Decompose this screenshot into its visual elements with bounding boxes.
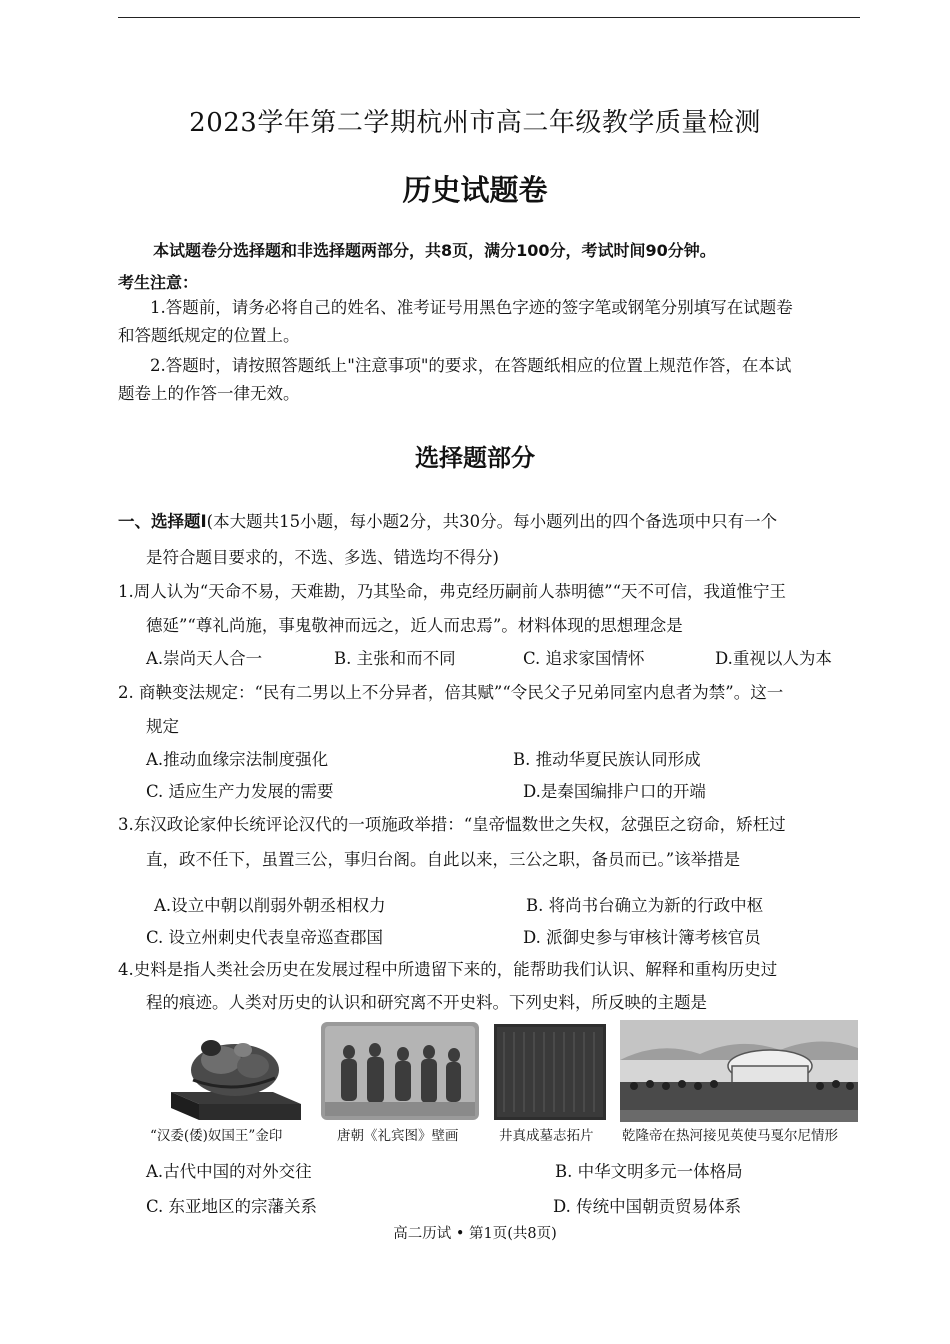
paper-title: 历史试题卷	[402, 173, 548, 207]
tang-mural-image	[321, 1022, 479, 1120]
q1-option-b: B. 主张和而不同	[334, 649, 456, 668]
q4-line-2: 程的痕迹。人类对历史的认识和研究离不开史料。下列史料，所反映的主题是	[146, 993, 707, 1012]
q3-option-b: B. 将尚书台确立为新的行政中枢	[526, 896, 764, 915]
q4-option-a: A.古代中国的对外交往	[146, 1162, 312, 1181]
q1-option-d: D.重视以人为本	[715, 649, 832, 668]
gold-seal-image	[163, 1020, 308, 1123]
caption-gold-seal: “汉委(倭)奴国王”金印	[150, 1128, 283, 1144]
q4-option-c: C. 东亚地区的宗藩关系	[146, 1197, 318, 1216]
q3-option-a: A.设立中朝以削弱外朝丞相权力	[154, 896, 386, 915]
q1-option-c: C. 追求家国情怀	[523, 649, 645, 668]
top-rule	[118, 17, 860, 18]
part-label: 一、选择题Ⅰ	[118, 512, 207, 531]
section-title: 选择题部分	[415, 444, 535, 472]
notice-item-2-line-1: 2.答题时，请按照答题纸上"注意事项"的要求，在答题纸相应的位置上规范作答，在本试	[150, 356, 792, 375]
q1-option-a: A.崇尚天人合一	[146, 649, 263, 668]
q1-line-1: 1.周人认为“天命不易，天难勘，乃其坠命，弗克经历嗣前人恭明德”“天不可信，我道惟宁王	[118, 582, 787, 601]
part-description-2: 是符合题目要求的，不选、多选、错选均不得分)	[146, 548, 499, 567]
notice-item-2-line-2: 题卷上的作答一律无效。	[118, 384, 300, 403]
notice-heading: 考生注意：	[118, 273, 199, 292]
q3-option-d: D. 派御史参与审核计簿考核官员	[523, 928, 761, 947]
part-description: (本大题共15小题，每小题2分，共30分。每小题列出的四个备选项中只有一个	[206, 512, 778, 531]
q2-line-1: 2. 商鞅变法规定：“民有二男以上不分异者，倍其赋”“令民父子兄弟同室内息者为禁”。这一	[118, 683, 784, 702]
q3-line-1: 3.东汉政论家仲长统评论汉代的一项施政举措：“皇帝愠数世之失权，忿强臣之窃命，矫枉过	[118, 815, 786, 834]
qianlong-macartney-image	[620, 1020, 858, 1122]
part-header	[118, 508, 777, 532]
q3-option-c: C. 设立州刺史代表皇帝巡查郡国	[146, 928, 384, 947]
q4-option-b: B. 中华文明多元一体格局	[555, 1162, 743, 1181]
exam-title: 2023学年第二学期杭州市高二年级教学质量检测	[189, 108, 761, 138]
q2-line-2: 规定	[146, 717, 179, 736]
notice-item-1-line-2: 和答题纸规定的位置上。	[118, 326, 300, 345]
q2-option-d: D.是秦国编排户口的开端	[523, 782, 706, 801]
caption-qianlong: 乾隆帝在热河接见英使马戛尔尼情形	[622, 1128, 838, 1144]
caption-tang-mural: 唐朝《礼宾图》壁画	[337, 1128, 459, 1144]
epitaph-rubbing-image	[494, 1024, 606, 1120]
q4-option-d: D. 传统中国朝贡贸易体系	[553, 1197, 742, 1216]
q2-option-c: C. 适应生产力发展的需要	[146, 782, 334, 801]
page-footer: 高二历试 • 第1页(共8页)	[393, 1226, 557, 1242]
intro-text: 本试题卷分选择题和非选择题两部分，共8页，满分100分，考试时间90分钟。	[153, 241, 716, 260]
q2-option-a: A.推动血缘宗法制度强化	[146, 750, 329, 769]
caption-epitaph: 井真成墓志拓片	[499, 1128, 594, 1144]
notice-item-1-line-1: 1.答题前，请务必将自己的姓名、准考证号用黑色字迹的签字笔或钢笔分别填写在试题卷	[150, 298, 793, 317]
q4-line-1: 4.史料是指人类社会历史在发展过程中所遗留下来的，能帮助我们认识、解释和重构历史过	[118, 960, 778, 979]
q3-line-2: 直，政不任下，虽置三公，事归台阁。自此以来，三公之职，备员而已。”该举措是	[146, 850, 741, 869]
q2-option-b: B. 推动华夏民族认同形成	[513, 750, 701, 769]
q1-line-2: 德延”“尊礼尚施，事鬼敬神而远之，近人而忠焉”。材料体现的思想理念是	[146, 616, 683, 635]
